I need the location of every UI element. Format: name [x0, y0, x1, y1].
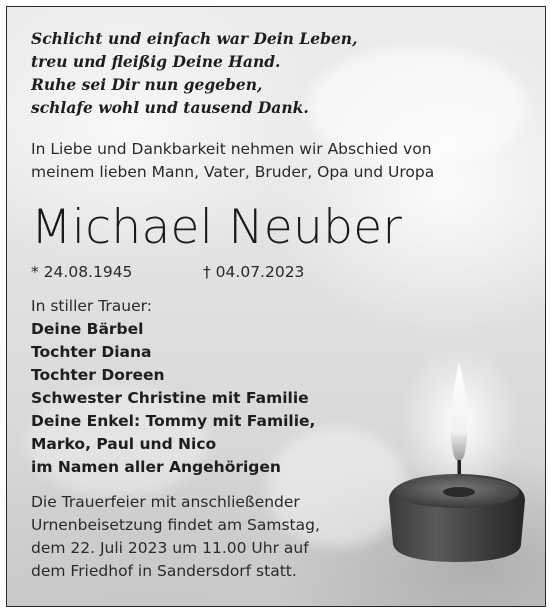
mourner: Marko, Paul und Nico	[31, 435, 217, 453]
service-line: dem Friedhof in Sandersdorf statt.	[31, 562, 297, 580]
service-line: Die Trauerfeier mit anschließender	[31, 493, 300, 511]
deceased-name: Michael Neuber	[31, 200, 403, 255]
mourner: Deine Bärbel	[31, 320, 144, 338]
obituary-notice	[6, 6, 546, 607]
mourner: im Namen aller Angehörigen	[31, 458, 281, 476]
mourner: Tochter Doreen	[31, 366, 165, 384]
mourner: Deine Enkel: Tommy mit Familie,	[31, 412, 316, 430]
poem	[31, 27, 357, 119]
mourners-list	[31, 295, 315, 479]
poem-line: Schlicht und einfach war Dein Leben,	[31, 29, 358, 48]
death-date: † 04.07.2023	[203, 263, 305, 281]
mourner: Tochter Diana	[31, 343, 152, 361]
poem-line: Ruhe sei Dir nun gegeben,	[31, 75, 263, 94]
funeral-service-info	[31, 491, 320, 583]
farewell-intro	[31, 138, 434, 184]
candle-icon	[375, 352, 525, 567]
poem-line: treu und fleißig Deine Hand.	[31, 52, 281, 71]
service-line: dem 22. Juli 2023 um 11.00 Uhr auf	[31, 539, 309, 557]
intro-line: In Liebe und Dankbarkeit nehmen wir Abschied von	[31, 140, 432, 158]
poem-line: schlafe wohl und tausend Dank.	[31, 98, 309, 117]
service-line: Urnenbeisetzung findet am Samstag,	[31, 516, 320, 534]
birth-date: * 24.08.1945	[31, 263, 133, 281]
mourner: Schwester Christine mit Familie	[31, 389, 309, 407]
mourners-lead: In stiller Trauer:	[31, 297, 152, 315]
intro-line: meinem lieben Mann, Vater, Bruder, Opa und Uropa	[31, 163, 435, 181]
